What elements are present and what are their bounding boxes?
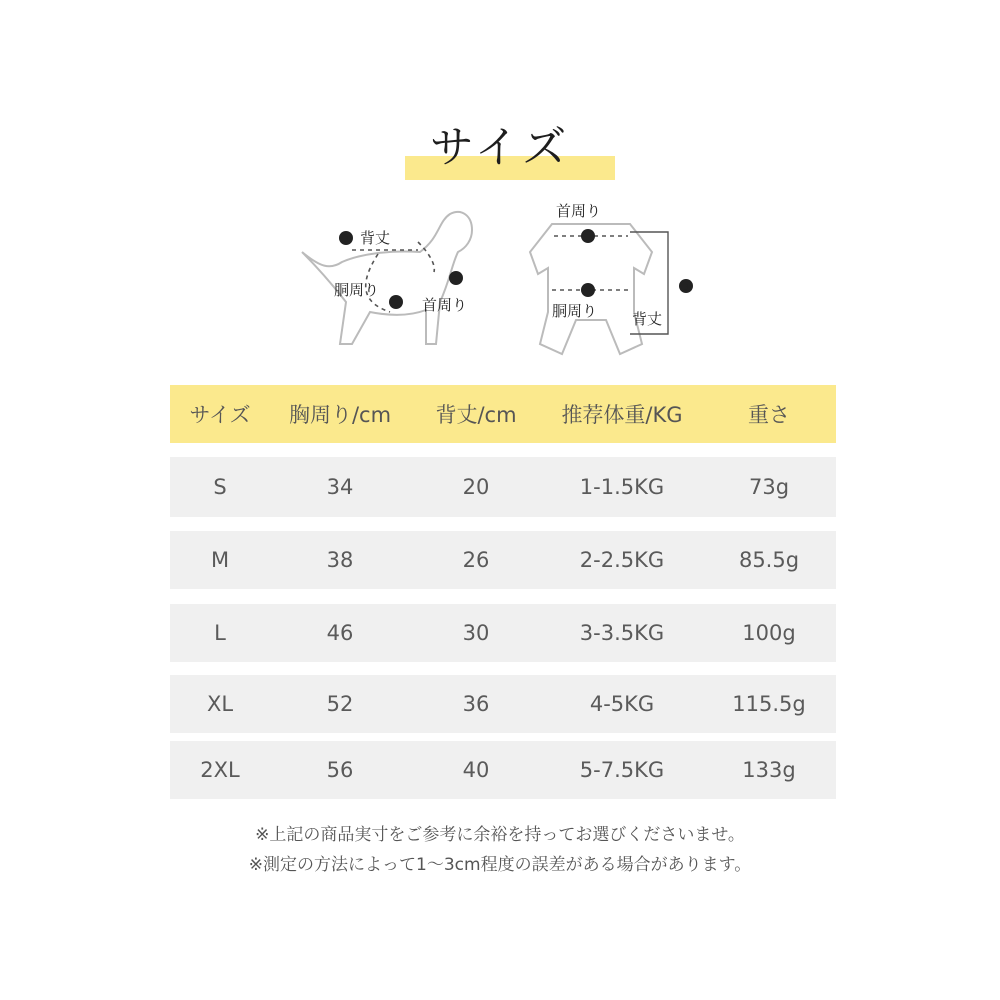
cell-size: S	[213, 475, 227, 499]
svg-text:2: 2	[393, 299, 399, 309]
cell-chest: 52	[326, 692, 354, 716]
table-row	[170, 675, 836, 733]
header-item-weight: 重さ	[748, 403, 790, 427]
cell-chest: 38	[326, 548, 354, 572]
dog-back-length-label: 背丈	[360, 229, 391, 247]
cell-item-weight: 100g	[742, 621, 796, 645]
measurement-illustration	[290, 192, 710, 372]
cell-item-weight: 115.5g	[732, 692, 806, 716]
cell-chest: 34	[326, 475, 354, 499]
note-line: ※測定の方法によって1～3cm程度の誤差がある場合があります。	[248, 855, 752, 875]
marker-1-garment	[581, 229, 595, 243]
cell-back-length: 36	[462, 692, 490, 716]
marker-3-dog	[339, 231, 353, 245]
cell-weight-range: 2-2.5KG	[579, 548, 665, 572]
svg-text:2: 2	[585, 287, 591, 297]
cell-weight-range: 4-5KG	[589, 692, 655, 716]
note-line: ※上記の商品実寸をご参考に余裕を持ってお選びくださいませ。	[255, 825, 745, 845]
table-row	[170, 457, 836, 517]
title-area	[0, 118, 1000, 188]
dog-neck-label: 首周り	[422, 296, 468, 314]
table-header-row	[170, 385, 836, 443]
cell-size: M	[210, 548, 230, 572]
garment-neck-label: 首周り	[556, 202, 602, 220]
cell-back-length: 20	[462, 475, 490, 499]
cell-back-length: 30	[462, 621, 490, 645]
garment-back-length-label: 背丈	[632, 310, 663, 328]
cell-weight-range: 3-3.5KG	[579, 621, 665, 645]
header-back-length: 背丈/cm	[435, 403, 517, 427]
cell-back-length: 40	[462, 758, 490, 782]
notes	[0, 820, 1000, 880]
table-row	[170, 531, 836, 589]
marker-1-dog	[449, 271, 463, 285]
cell-size: L	[214, 621, 226, 645]
cell-weight-range: 5-7.5KG	[579, 758, 665, 782]
svg-text:1: 1	[585, 233, 591, 243]
marker-3-garment	[679, 279, 693, 293]
measurement-diagram	[290, 192, 710, 372]
garment-chest-label: 胴周り	[552, 302, 598, 320]
marker-2-garment	[581, 283, 595, 297]
header-chest: 胸周り/cm	[288, 403, 392, 427]
header-size: サイズ	[189, 403, 251, 427]
marker-2-dog	[389, 295, 403, 309]
svg-text:1: 1	[453, 275, 459, 285]
svg-text:3: 3	[683, 283, 689, 293]
cell-chest: 46	[326, 621, 354, 645]
page-title: サイズ	[429, 122, 571, 173]
garment-measure-lines	[552, 236, 632, 290]
header-weight-range: 推荐体重/KG	[561, 403, 683, 427]
cell-size: 2XL	[200, 758, 240, 782]
table-row	[170, 741, 836, 799]
cell-size: XL	[206, 692, 234, 716]
table-row	[170, 604, 836, 662]
cell-item-weight: 133g	[742, 758, 796, 782]
cell-item-weight: 85.5g	[738, 548, 800, 572]
cell-back-length: 26	[462, 548, 490, 572]
cell-weight-range: 1-1.5KG	[579, 475, 665, 499]
cell-item-weight: 73g	[748, 475, 790, 499]
cell-chest: 56	[326, 758, 354, 782]
svg-text:3: 3	[343, 235, 349, 245]
dog-chest-label: 胴周り	[334, 281, 380, 299]
